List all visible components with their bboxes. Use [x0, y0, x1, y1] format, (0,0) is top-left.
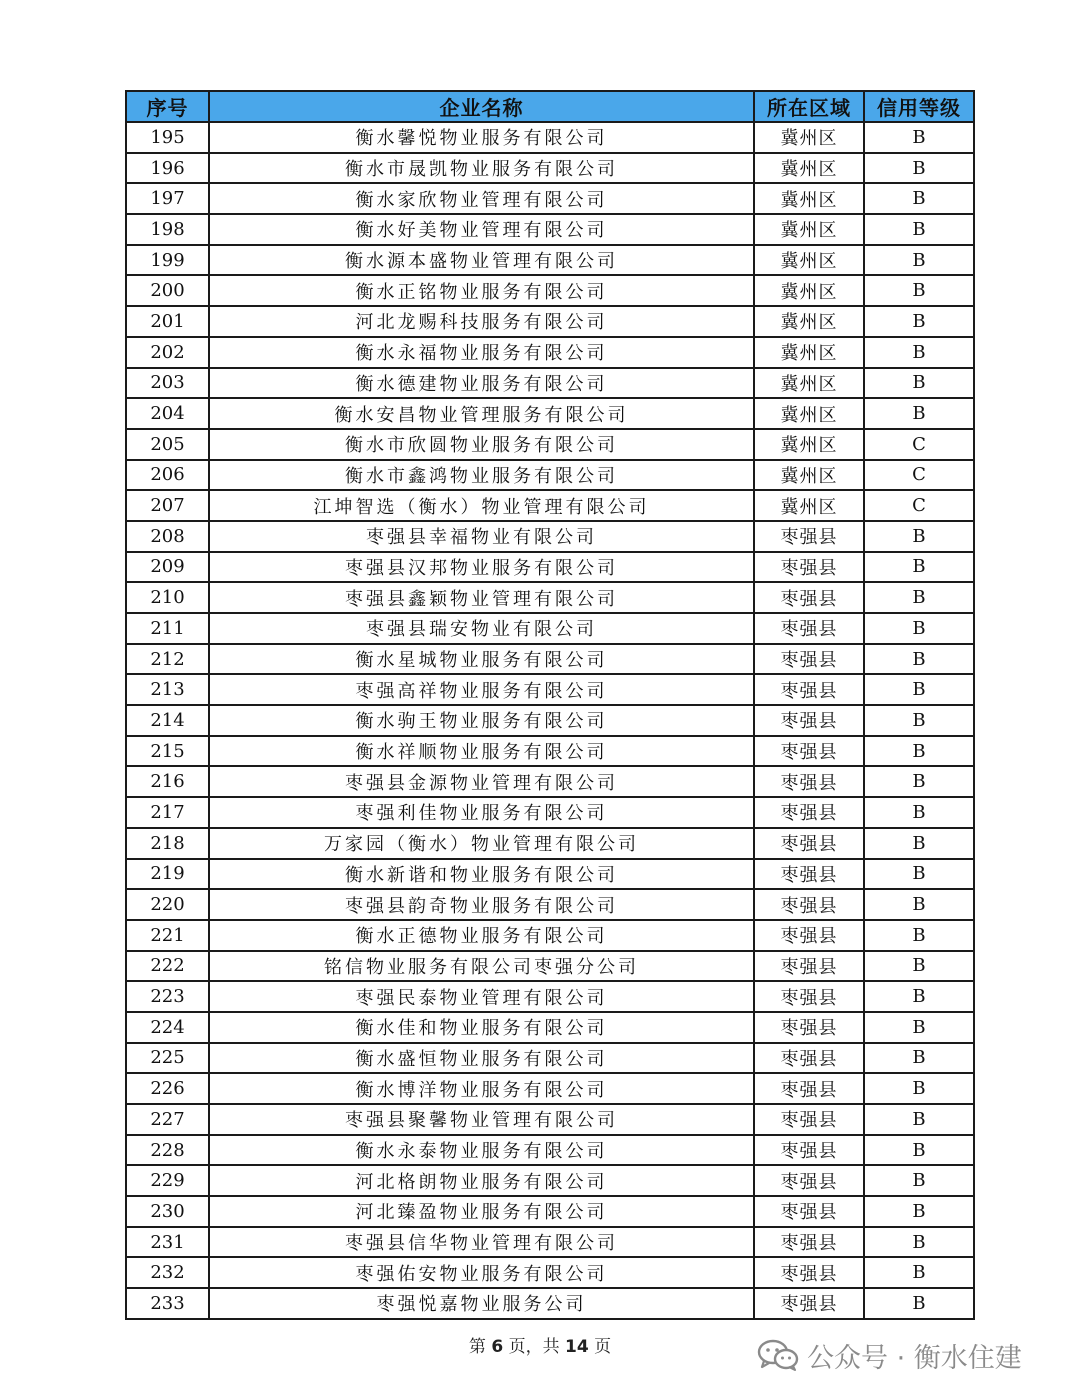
cell-seq: 208: [126, 521, 209, 552]
cell-company-name: 枣强县韵奇物业服务有限公司: [209, 889, 754, 920]
footer-total-pages: 14: [564, 1337, 589, 1357]
cell-credit-grade: B: [864, 951, 974, 982]
cell-seq: 216: [126, 766, 209, 797]
table-row: [126, 582, 974, 613]
cell-company-name: 枣强县幸福物业有限公司: [209, 521, 754, 552]
cell-seq: 206: [126, 460, 209, 491]
table-row: [126, 797, 974, 828]
cell-credit-grade: B: [864, 859, 974, 890]
cell-region: 枣强县: [754, 859, 864, 890]
cell-credit-grade: B: [864, 214, 974, 245]
credit-rating-table: [125, 90, 975, 1320]
cell-credit-grade: B: [864, 368, 974, 399]
cell-region: 枣强县: [754, 552, 864, 583]
cell-credit-grade: B: [864, 275, 974, 306]
cell-company-name: 枣强民泰物业管理有限公司: [209, 981, 754, 1012]
cell-credit-grade: B: [864, 736, 974, 767]
table-row: [126, 183, 974, 214]
table-row: [126, 398, 974, 429]
cell-region: 枣强县: [754, 1196, 864, 1227]
cell-company-name: 枣强县汉邦物业服务有限公司: [209, 552, 754, 583]
cell-credit-grade: B: [864, 1012, 974, 1043]
table-row: [126, 736, 974, 767]
cell-credit-grade: B: [864, 766, 974, 797]
table-row: [126, 306, 974, 337]
cell-company-name: 枣强悦嘉物业服务公司: [209, 1288, 754, 1319]
cell-seq: 210: [126, 582, 209, 613]
cell-seq: 195: [126, 122, 209, 153]
cell-company-name: 衡水佳和物业服务有限公司: [209, 1012, 754, 1043]
cell-region: 枣强县: [754, 1104, 864, 1135]
table-row: [126, 214, 974, 245]
cell-seq: 219: [126, 859, 209, 890]
cell-company-name: 衡水家欣物业管理有限公司: [209, 183, 754, 214]
cell-company-name: 枣强县瑞安物业有限公司: [209, 613, 754, 644]
cell-credit-grade: B: [864, 245, 974, 276]
cell-seq: 225: [126, 1043, 209, 1074]
header-region: 所在区域: [754, 91, 864, 122]
cell-credit-grade: B: [864, 981, 974, 1012]
cell-credit-grade: B: [864, 705, 974, 736]
cell-region: 枣强县: [754, 1288, 864, 1319]
cell-region: 枣强县: [754, 1073, 864, 1104]
table-row: [126, 1257, 974, 1288]
cell-company-name: 枣强佑安物业服务有限公司: [209, 1257, 754, 1288]
cell-credit-grade: B: [864, 521, 974, 552]
header-company-name: 企业名称: [209, 91, 754, 122]
cell-credit-grade: B: [864, 613, 974, 644]
cell-credit-grade: B: [864, 1257, 974, 1288]
cell-seq: 218: [126, 828, 209, 859]
cell-credit-grade: B: [864, 1043, 974, 1074]
cell-credit-grade: B: [864, 582, 974, 613]
table-row: [126, 1227, 974, 1258]
cell-seq: 231: [126, 1227, 209, 1258]
cell-seq: 214: [126, 705, 209, 736]
cell-credit-grade: B: [864, 1073, 974, 1104]
table-body: [126, 122, 974, 1319]
cell-region: 冀州区: [754, 153, 864, 184]
cell-company-name: 铭信物业服务有限公司枣强分公司: [209, 951, 754, 982]
cell-region: 冀州区: [754, 245, 864, 276]
table-row: [126, 920, 974, 951]
cell-company-name: 衡水驹王物业服务有限公司: [209, 705, 754, 736]
table-row: [126, 337, 974, 368]
cell-region: 枣强县: [754, 1257, 864, 1288]
cell-region: 枣强县: [754, 797, 864, 828]
cell-credit-grade: B: [864, 1288, 974, 1319]
cell-credit-grade: B: [864, 337, 974, 368]
cell-company-name: 枣强县鑫颖物业管理有限公司: [209, 582, 754, 613]
table-row: [126, 1104, 974, 1135]
cell-credit-grade: C: [864, 460, 974, 491]
cell-seq: 205: [126, 429, 209, 460]
table-row: [126, 490, 974, 521]
cell-seq: 232: [126, 1257, 209, 1288]
cell-region: 枣强县: [754, 1043, 864, 1074]
cell-company-name: 衡水星城物业服务有限公司: [209, 644, 754, 675]
cell-credit-grade: B: [864, 674, 974, 705]
table-row: [126, 552, 974, 583]
cell-seq: 207: [126, 490, 209, 521]
cell-company-name: 枣强县金源物业管理有限公司: [209, 766, 754, 797]
footer-prefix: 第: [468, 1337, 486, 1357]
cell-region: 冀州区: [754, 214, 864, 245]
table-row: [126, 889, 974, 920]
cell-company-name: 衡水市鑫鸿物业服务有限公司: [209, 460, 754, 491]
table-row: [126, 122, 974, 153]
cell-region: 枣强县: [754, 674, 864, 705]
cell-seq: 212: [126, 644, 209, 675]
cell-company-name: 枣强县信华物业管理有限公司: [209, 1227, 754, 1258]
cell-seq: 204: [126, 398, 209, 429]
table-row: [126, 981, 974, 1012]
table-row: [126, 368, 974, 399]
cell-region: 枣强县: [754, 951, 864, 982]
cell-company-name: 衡水源本盛物业管理有限公司: [209, 245, 754, 276]
cell-credit-grade: B: [864, 1196, 974, 1227]
footer-middle: 页，共: [508, 1337, 560, 1357]
table-row: [126, 1135, 974, 1166]
cell-credit-grade: B: [864, 644, 974, 675]
cell-region: 冀州区: [754, 460, 864, 491]
cell-seq: 222: [126, 951, 209, 982]
table-row: [126, 1196, 974, 1227]
cell-region: 冀州区: [754, 122, 864, 153]
cell-region: 冀州区: [754, 306, 864, 337]
table-row: [126, 674, 974, 705]
table-row: [126, 429, 974, 460]
cell-region: 枣强县: [754, 981, 864, 1012]
cell-company-name: 衡水正铭物业服务有限公司: [209, 275, 754, 306]
cell-credit-grade: B: [864, 889, 974, 920]
cell-credit-grade: B: [864, 398, 974, 429]
watermark-text: 公众号 · 衡水住建: [807, 1342, 1022, 1374]
cell-region: 枣强县: [754, 889, 864, 920]
table-row: [126, 859, 974, 890]
cell-seq: 203: [126, 368, 209, 399]
cell-company-name: 衡水永泰物业服务有限公司: [209, 1135, 754, 1166]
cell-credit-grade: B: [864, 552, 974, 583]
table-row: [126, 1073, 974, 1104]
header-seq: 序号: [126, 91, 209, 122]
cell-company-name: 枣强县聚馨物业管理有限公司: [209, 1104, 754, 1135]
cell-company-name: 河北臻盈物业服务有限公司: [209, 1196, 754, 1227]
cell-seq: 228: [126, 1135, 209, 1166]
cell-company-name: 衡水市欣圆物业服务有限公司: [209, 429, 754, 460]
cell-seq: 226: [126, 1073, 209, 1104]
cell-region: 冀州区: [754, 275, 864, 306]
cell-seq: 215: [126, 736, 209, 767]
cell-region: 枣强县: [754, 920, 864, 951]
table-row: [126, 1043, 974, 1074]
cell-seq: 197: [126, 183, 209, 214]
cell-credit-grade: B: [864, 183, 974, 214]
cell-region: 冀州区: [754, 398, 864, 429]
cell-credit-grade: B: [864, 153, 974, 184]
cell-region: 枣强县: [754, 582, 864, 613]
table-row: [126, 460, 974, 491]
cell-region: 冀州区: [754, 368, 864, 399]
cell-company-name: 衡水市晟凯物业服务有限公司: [209, 153, 754, 184]
cell-region: 枣强县: [754, 521, 864, 552]
cell-credit-grade: B: [864, 920, 974, 951]
table-row: [126, 153, 974, 184]
cell-company-name: 万家园（衡水）物业管理有限公司: [209, 828, 754, 859]
cell-company-name: 衡水安昌物业管理服务有限公司: [209, 398, 754, 429]
cell-seq: 221: [126, 920, 209, 951]
cell-company-name: 枣强利佳物业服务有限公司: [209, 797, 754, 828]
table-row: [126, 766, 974, 797]
cell-seq: 233: [126, 1288, 209, 1319]
cell-company-name: 衡水盛恒物业服务有限公司: [209, 1043, 754, 1074]
table-row: [126, 705, 974, 736]
cell-seq: 196: [126, 153, 209, 184]
cell-credit-grade: B: [864, 797, 974, 828]
cell-credit-grade: C: [864, 490, 974, 521]
cell-company-name: 衡水好美物业管理有限公司: [209, 214, 754, 245]
cell-credit-grade: B: [864, 1104, 974, 1135]
cell-region: 枣强县: [754, 613, 864, 644]
cell-credit-grade: B: [864, 828, 974, 859]
wechat-icon: [757, 1339, 799, 1371]
table-row: [126, 1165, 974, 1196]
table-row: [126, 1288, 974, 1319]
cell-company-name: 衡水正德物业服务有限公司: [209, 920, 754, 951]
cell-seq: 199: [126, 245, 209, 276]
cell-region: 冀州区: [754, 337, 864, 368]
cell-region: 枣强县: [754, 1012, 864, 1043]
cell-seq: 227: [126, 1104, 209, 1135]
header-credit-grade: 信用等级: [864, 91, 974, 122]
cell-company-name: 江坤智选（衡水）物业管理有限公司: [209, 490, 754, 521]
table-row: [126, 951, 974, 982]
cell-company-name: 衡水馨悦物业服务有限公司: [209, 122, 754, 153]
cell-company-name: 衡水德建物业服务有限公司: [209, 368, 754, 399]
table-row: [126, 275, 974, 306]
cell-seq: 211: [126, 613, 209, 644]
cell-region: 冀州区: [754, 429, 864, 460]
cell-region: 枣强县: [754, 1227, 864, 1258]
cell-region: 枣强县: [754, 705, 864, 736]
cell-region: 冀州区: [754, 490, 864, 521]
table-row: [126, 613, 974, 644]
cell-credit-grade: B: [864, 1135, 974, 1166]
table-row: [126, 644, 974, 675]
cell-seq: 230: [126, 1196, 209, 1227]
cell-seq: 200: [126, 275, 209, 306]
footer-page-number: 6: [491, 1337, 504, 1357]
cell-region: 枣强县: [754, 736, 864, 767]
cell-seq: 220: [126, 889, 209, 920]
cell-region: 冀州区: [754, 183, 864, 214]
table-header-row: [126, 91, 974, 122]
cell-seq: 209: [126, 552, 209, 583]
cell-company-name: 衡水新谐和物业服务有限公司: [209, 859, 754, 890]
cell-region: 枣强县: [754, 1135, 864, 1166]
cell-company-name: 衡水祥顺物业服务有限公司: [209, 736, 754, 767]
cell-credit-grade: B: [864, 1165, 974, 1196]
cell-company-name: 衡水博洋物业服务有限公司: [209, 1073, 754, 1104]
table-row: [126, 1012, 974, 1043]
cell-seq: 229: [126, 1165, 209, 1196]
cell-credit-grade: B: [864, 122, 974, 153]
watermark: [757, 1335, 1022, 1375]
cell-credit-grade: B: [864, 1227, 974, 1258]
cell-company-name: 河北格朗物业服务有限公司: [209, 1165, 754, 1196]
table-row: [126, 521, 974, 552]
cell-seq: 198: [126, 214, 209, 245]
cell-seq: 213: [126, 674, 209, 705]
cell-company-name: 枣强高祥物业服务有限公司: [209, 674, 754, 705]
cell-seq: 217: [126, 797, 209, 828]
cell-region: 枣强县: [754, 766, 864, 797]
cell-credit-grade: C: [864, 429, 974, 460]
cell-company-name: 衡水永福物业服务有限公司: [209, 337, 754, 368]
cell-seq: 201: [126, 306, 209, 337]
cell-company-name: 河北龙赐科技服务有限公司: [209, 306, 754, 337]
cell-region: 枣强县: [754, 828, 864, 859]
cell-seq: 202: [126, 337, 209, 368]
table-row: [126, 828, 974, 859]
cell-seq: 223: [126, 981, 209, 1012]
cell-region: 枣强县: [754, 644, 864, 675]
footer-suffix: 页: [594, 1337, 612, 1357]
cell-region: 枣强县: [754, 1165, 864, 1196]
cell-seq: 224: [126, 1012, 209, 1043]
cell-credit-grade: B: [864, 306, 974, 337]
table-row: [126, 245, 974, 276]
